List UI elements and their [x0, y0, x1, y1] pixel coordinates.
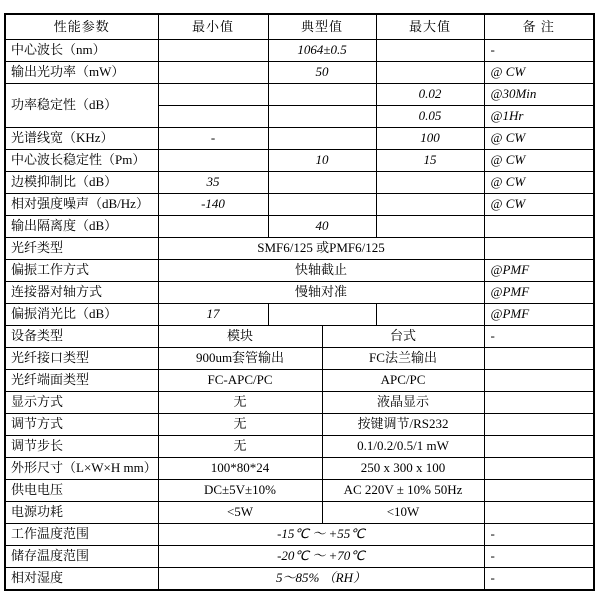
col-header-min: 最小值	[158, 14, 268, 40]
table-row	[5, 194, 594, 216]
value-cell: 快轴截止	[158, 260, 484, 282]
value-cell: -15℃ ～ +55℃	[158, 524, 484, 546]
table-row	[5, 84, 594, 106]
table-row	[5, 40, 594, 62]
col-header-parameter: 性能参数	[5, 14, 158, 40]
value-cell: 1064±0.5	[268, 40, 376, 62]
remark-cell	[484, 436, 594, 458]
value-cell: 35	[158, 172, 268, 194]
value-cell: 900um套管输出	[158, 348, 322, 370]
param-cell: 光纤接口类型	[5, 348, 158, 370]
remark-cell: -	[484, 326, 594, 348]
value-cell: 无	[158, 414, 322, 436]
value-cell: 10	[268, 150, 376, 172]
value-cell: APC/PC	[322, 370, 484, 392]
param-cell: 光纤类型	[5, 238, 158, 260]
value-cell: DC±5V±10%	[158, 480, 322, 502]
remark-cell	[484, 414, 594, 436]
value-cell: 50	[268, 62, 376, 84]
remark-cell: @1Hr	[484, 106, 594, 128]
param-cell: 中心波长稳定性（Pm）	[5, 150, 158, 172]
col-header-typical: 典型值	[268, 14, 376, 40]
value-cell: 0.1/0.2/0.5/1 mW	[322, 436, 484, 458]
value-cell: 按键调节/RS232	[322, 414, 484, 436]
param-cell: 电源功耗	[5, 502, 158, 524]
value-cell: -140	[158, 194, 268, 216]
table-row	[5, 326, 594, 348]
remark-cell: @ CW	[484, 172, 594, 194]
remark-cell: @PMF	[484, 304, 594, 326]
param-cell: 功率稳定性（dB）	[5, 84, 158, 128]
param-cell: 输出隔离度（dB）	[5, 216, 158, 238]
value-cell	[268, 194, 376, 216]
col-header-max: 最大值	[376, 14, 484, 40]
param-cell: 调节步长	[5, 436, 158, 458]
value-cell: 40	[268, 216, 376, 238]
table-row	[5, 502, 594, 524]
table-row	[5, 282, 594, 304]
value-cell: 无	[158, 392, 322, 414]
param-cell: 中心波长（nm）	[5, 40, 158, 62]
value-cell	[376, 62, 484, 84]
value-cell	[376, 40, 484, 62]
value-cell	[158, 62, 268, 84]
value-cell	[376, 172, 484, 194]
table-row	[5, 238, 594, 260]
remark-cell: @30Min	[484, 84, 594, 106]
table-row	[5, 568, 594, 591]
param-cell: 光谱线宽（KHz）	[5, 128, 158, 150]
table-row	[5, 370, 594, 392]
value-cell: AC 220V ± 10% 50Hz	[322, 480, 484, 502]
param-cell: 偏振消光比（dB）	[5, 304, 158, 326]
table-row	[5, 260, 594, 282]
param-cell: 相对湿度	[5, 568, 158, 591]
remark-cell	[484, 370, 594, 392]
remark-cell: -	[484, 568, 594, 591]
value-cell	[268, 106, 376, 128]
table-row	[5, 458, 594, 480]
value-cell	[268, 304, 376, 326]
spec-table-container	[4, 13, 595, 591]
remark-cell	[484, 502, 594, 524]
value-cell: 100	[376, 128, 484, 150]
table-row	[5, 414, 594, 436]
table-row	[5, 150, 594, 172]
remark-cell: -	[484, 524, 594, 546]
param-cell: 偏振工作方式	[5, 260, 158, 282]
value-cell	[376, 216, 484, 238]
table-row	[5, 348, 594, 370]
table-row	[5, 216, 594, 238]
value-cell	[158, 216, 268, 238]
remark-cell	[484, 348, 594, 370]
param-cell: 输出光功率（mW）	[5, 62, 158, 84]
param-cell: 工作温度范围	[5, 524, 158, 546]
param-cell: 设备类型	[5, 326, 158, 348]
param-cell: 调节方式	[5, 414, 158, 436]
value-cell: <10W	[322, 502, 484, 524]
table-row	[5, 436, 594, 458]
value-cell	[268, 128, 376, 150]
param-cell: 相对强度噪声（dB/Hz）	[5, 194, 158, 216]
table-row	[5, 172, 594, 194]
table-row	[5, 128, 594, 150]
remark-cell: @ CW	[484, 150, 594, 172]
col-header-remark: 备 注	[484, 14, 594, 40]
table-row	[5, 480, 594, 502]
spec-table	[4, 13, 595, 591]
param-cell: 显示方式	[5, 392, 158, 414]
param-cell: 边模抑制比（dB）	[5, 172, 158, 194]
value-cell: 0.02	[376, 84, 484, 106]
value-cell: <5W	[158, 502, 322, 524]
value-cell: FC法兰输出	[322, 348, 484, 370]
remark-cell	[484, 480, 594, 502]
remark-cell	[484, 392, 594, 414]
param-cell: 储存温度范围	[5, 546, 158, 568]
remark-cell: @PMF	[484, 282, 594, 304]
value-cell: 17	[158, 304, 268, 326]
value-cell	[376, 194, 484, 216]
value-cell	[158, 150, 268, 172]
table-row	[5, 524, 594, 546]
value-cell: 液晶显示	[322, 392, 484, 414]
value-cell: 100*80*24	[158, 458, 322, 480]
value-cell	[376, 304, 484, 326]
value-cell: 无	[158, 436, 322, 458]
value-cell: 慢轴对准	[158, 282, 484, 304]
value-cell: -20℃ ～ +70℃	[158, 546, 484, 568]
header-row	[5, 14, 594, 40]
param-cell: 外形尺寸（L×W×H mm）	[5, 458, 158, 480]
remark-cell: @ CW	[484, 194, 594, 216]
remark-cell	[484, 216, 594, 238]
value-cell: FC-APC/PC	[158, 370, 322, 392]
remark-cell: @ CW	[484, 62, 594, 84]
remark-cell: @ CW	[484, 128, 594, 150]
value-cell: 250 x 300 x 100	[322, 458, 484, 480]
value-cell: 5～85% （RH）	[158, 568, 484, 591]
value-cell: 台式	[322, 326, 484, 348]
value-cell: -	[158, 128, 268, 150]
spec-table-head	[5, 14, 594, 40]
value-cell: SMF6/125 或PMF6/125	[158, 238, 484, 260]
remark-cell: -	[484, 40, 594, 62]
param-cell: 供电电压	[5, 480, 158, 502]
spec-table-body	[5, 40, 594, 591]
value-cell	[158, 106, 268, 128]
remark-cell	[484, 458, 594, 480]
value-cell: 0.05	[376, 106, 484, 128]
value-cell: 15	[376, 150, 484, 172]
remark-cell: -	[484, 546, 594, 568]
remark-cell: @PMF	[484, 260, 594, 282]
table-row	[5, 304, 594, 326]
value-cell	[268, 84, 376, 106]
table-row	[5, 392, 594, 414]
value-cell	[158, 84, 268, 106]
value-cell	[158, 40, 268, 62]
param-cell: 光纤端面类型	[5, 370, 158, 392]
table-row	[5, 62, 594, 84]
remark-cell	[484, 238, 594, 260]
param-cell: 连接器对轴方式	[5, 282, 158, 304]
table-row	[5, 546, 594, 568]
value-cell: 模块	[158, 326, 322, 348]
value-cell	[268, 172, 376, 194]
